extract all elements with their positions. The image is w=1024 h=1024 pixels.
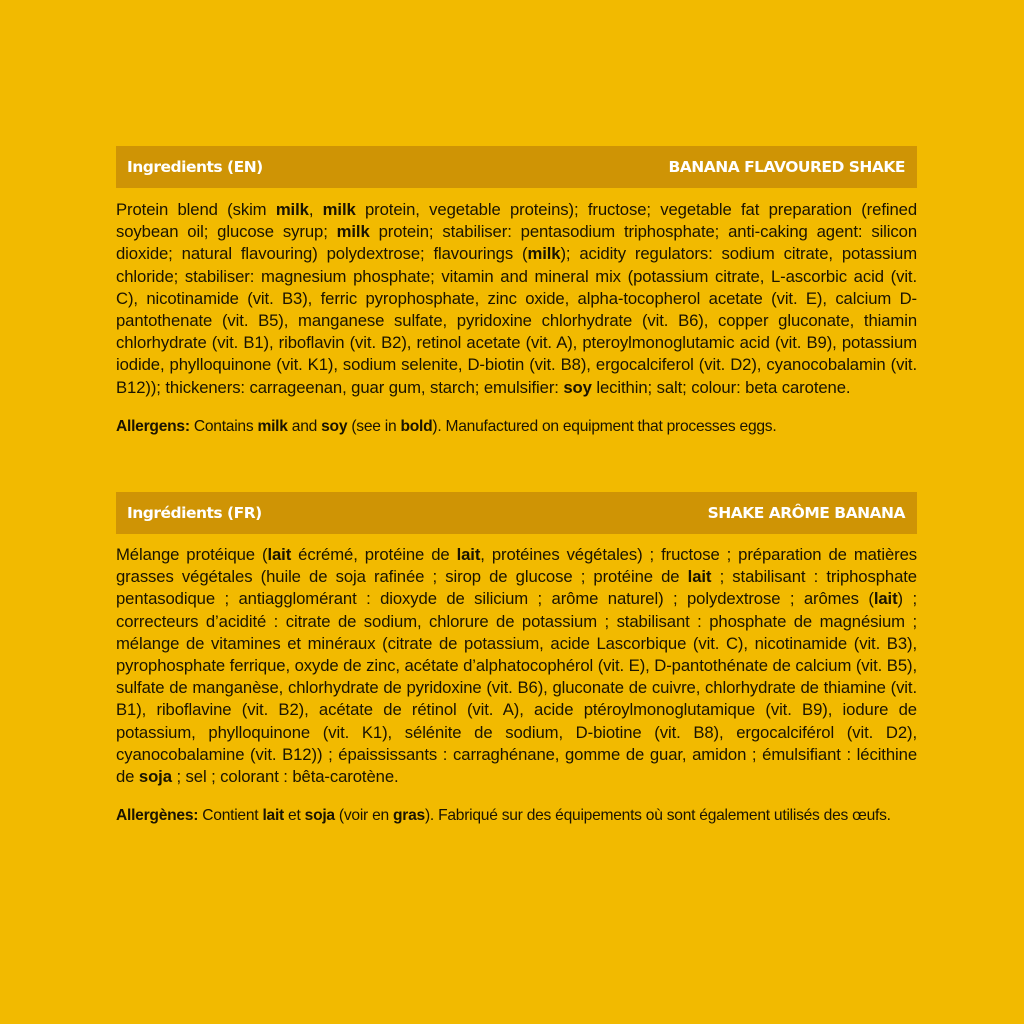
section-header-en bbox=[116, 146, 917, 188]
text-run: ); acidity regulators: sodium citrate, potassium chloride; stabiliser: magnesium phosphate; vitamin and mineral mix (potassium citrate, L-ascorbic acid (vit. C), nicotinamide (vit. B3), ferric pyrophosphate, zinc oxide, alpha-tocopherol acetate (vit. E), calcium D-pantothenate (vit. B5), manganese sulfate, pyridoxine chlorhydrate (vit. B6), copper gluconate, thiamin chlorhydrate (vit. B1), riboflavin (vit. B2), retinol acetate (vit. A), pteroylmonoglutamic acid (vit. B9), potassium iodide, phylloquinone (vit. K1), sodium selenite, D-biotin (vit. B8), ergocalciferol (vit. D2), cyanocobalamin (vit. B12)); thickeners: carrageenan, guar gum, starch; emulsifier: bbox=[116, 244, 917, 397]
ingredients-section-fr bbox=[116, 492, 917, 843]
text-run: Contains bbox=[189, 417, 258, 435]
bold-term: lait bbox=[267, 545, 292, 564]
text-run: (voir en bbox=[334, 806, 394, 824]
bold-term: gras bbox=[393, 806, 425, 824]
text-run: ) ; correcteurs d’acidité : citrate de sodium, chlorure de potassium ; stabilisant : phosphate de magnésium ; mélange de vitamines et minéraux (citrate de potassium, acide Lascorbique (vit. C), nicotinamide (vit. B3), pyrophosphate ferrique, oxyde de zinc, acétate d’alphatocophérol (vit. E), D-pantothénate de calcium (vit. B5), sulfate de manganèse, chlorhydrate de pyridoxine (vit. B6), gluconate de cuivre, chlorhydrate de thiamine (vit. B1), riboflavine (vit. B2), acétate de rétinol (vit. A), acide ptéroylmonoglutamique (vit. B9), iodure de potassium, phylloquinone (vit. K1), sélénite de sodium, D-biotine (vit. B8), ergocalciférol (vit. D2), cyanocobalamine (vit. B12)) ; épaississants : carraghénane, gomme de guar, amidon ; émulsifiant : lécithine de bbox=[116, 589, 917, 787]
text-run: protein, vegetable proteins); fructose; vegetable fat preparation (refined soybean oil; glucose syrup; bbox=[116, 200, 918, 242]
text-run: Contient bbox=[198, 806, 263, 824]
section-header-fr bbox=[116, 492, 917, 534]
bold-term: milk bbox=[322, 200, 356, 219]
bold-term: lait bbox=[873, 589, 898, 609]
text-run: lecithin; salt; colour: beta carotene. bbox=[591, 377, 851, 397]
text-run: Mélange protéique ( bbox=[116, 545, 268, 564]
ingredients-text-en bbox=[116, 199, 917, 399]
header-product-en: BANANA FLAVOURED SHAKE bbox=[668, 158, 905, 176]
text-run: protein; stabiliser: pentasodium triphosphate; anti-caking agent: silicon dioxide; natural flavouring) polydextrose; flavourings ( bbox=[116, 222, 918, 264]
text-run: , protéines végétales) ; fructose ; préparation de matières grasses végétales (huile de soja rafinée ; sirop de glucose ; protéine de bbox=[116, 545, 918, 587]
text-run: Protein blend (skim bbox=[116, 200, 276, 219]
header-title-en: Ingredients (EN) bbox=[127, 158, 263, 176]
bold-term: lait bbox=[262, 806, 284, 824]
allergens-text-en bbox=[116, 416, 917, 438]
bold-term: soy bbox=[321, 417, 348, 435]
text-run: and bbox=[287, 417, 322, 435]
header-title-fr: Ingrédients (FR) bbox=[127, 504, 262, 522]
text-run: écrémé, protéine de bbox=[291, 545, 457, 564]
ingredients-section-en bbox=[116, 146, 917, 453]
bold-term: milk bbox=[257, 417, 288, 435]
text-run: (see in bbox=[347, 417, 401, 435]
bold-term: milk bbox=[336, 222, 370, 242]
allergens-text-fr bbox=[116, 805, 917, 827]
text-run: ). Fabriqué sur des équipements où sont également utilisés des œufs. bbox=[424, 806, 891, 824]
bold-term: bold bbox=[400, 417, 433, 435]
bold-term: soy bbox=[563, 377, 592, 397]
bold-term: lait bbox=[456, 545, 481, 564]
text-run: , bbox=[308, 200, 323, 219]
bold-term: milk bbox=[527, 244, 561, 264]
bold-term: soja bbox=[138, 767, 172, 787]
bold-term: lait bbox=[687, 567, 712, 587]
text-run: ; stabilisant : triphosphate pentasodique ; antiagglomérant : dioxyde de silicium ; arôme naturel) ; polydextrose ; arômes ( bbox=[116, 567, 917, 609]
ingredients-text-fr bbox=[116, 544, 917, 788]
bold-term: Allergens: bbox=[116, 417, 190, 435]
bold-term: Allergènes: bbox=[116, 806, 199, 824]
bold-term: milk bbox=[275, 200, 309, 219]
bold-term: soja bbox=[304, 806, 335, 824]
text-run: ). Manufactured on equipment that processes eggs. bbox=[432, 417, 777, 435]
text-run: ; sel ; colorant : bêta-carotène. bbox=[171, 767, 399, 787]
text-run: et bbox=[283, 806, 305, 824]
header-product-fr: SHAKE ARÔME BANANA bbox=[707, 504, 905, 522]
